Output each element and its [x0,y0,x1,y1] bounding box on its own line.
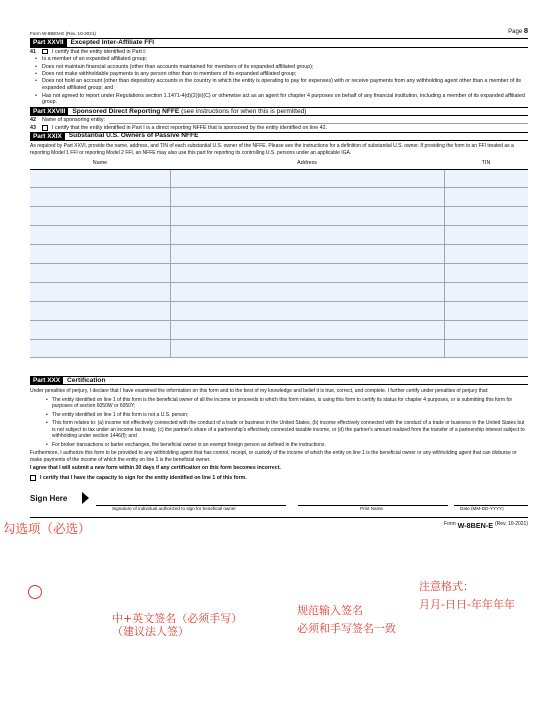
name-cell[interactable] [30,264,170,283]
print-name-annotation: 规范输入签名 必须和手写签名一致 [297,604,396,635]
page-number: Page 8 [508,26,528,35]
part-27-bullet: • Does not make withholdable payments to any person other than to members of its expanded affiliated group; [30,71,528,78]
part-30-title: Certification [67,376,106,384]
certification-bullet: • For broker transactions or barter exchanges, the beneficial owner is an exempt foreign person as defined in the instructions. [30,442,528,449]
part-30-tag: Part XXX [30,376,63,385]
tin-cell[interactable] [444,188,528,207]
page-footer: Form W-8BEN-E (Rev. 10-2021) [443,520,528,530]
address-cell[interactable] [170,169,444,188]
table-header-row [30,159,528,169]
sponsoring-entity-input[interactable] [109,118,528,124]
owners-table [30,159,528,358]
table-row [30,245,528,264]
name-cell[interactable] [30,207,170,226]
part-28-title: Sponsored Direct Reporting NFFE (see instructions for when this is permitted) [72,107,307,115]
part-28-tag: Part XXVIII [30,107,68,116]
signature-row [30,488,528,518]
line-43: 43 I certify that the entity identified in Part I is a direct reporting NFFE that is sponsored by the entity identified on line 42. [30,125,327,132]
part-29-title: Substantial U.S. Owners of Passive NFFE [68,132,199,140]
checkbox-highlight-circle [28,585,42,599]
part-29-tag: Part XXIX [30,132,65,141]
part-27-bullet: • Does not hold an account (other than depository accounts in the country in which the entity is operating to pay for expenses) with or receive payments from any withholding agent other than a member of its expanded affiliated group; and [30,78,528,92]
tin-cell[interactable] [444,320,528,339]
arrow-right-icon [82,492,89,504]
address-cell[interactable] [170,339,444,358]
agree-text: I agree that I will submit a new form within 30 days if any certification on this form becomes incorrect. [30,465,281,472]
line-42: 42 Name of sponsoring entity: [30,117,528,124]
certification-bullet: • This form relates to: (a) income not effectively connected with the conduct of a trade or business in the United States, (b) income effectively connected with the conduct of a trade or business in the United States but is not subject to tax under an income tax treaty, (c) the partner's share of a partnership's effectively connected taxable income, or (d) the partner's amount realized from the transfer of a partnership interest subject to withholding under section 1446(f); and [30,420,528,440]
date-annotation: 注意格式： 月月-日日-年年年年 [419,580,515,611]
part-27-bullet: • Has not agreed to report under Regulations section 1.1471-4(d)(2)(ii)(C) or otherwise act as an agent for chapter 4 purposes on behalf of any financial institution, including a member of its expanded affiliated group. [30,93,528,107]
form-id: Form W-8BEN-E (Rev. 10-2021) [30,30,96,36]
address-cell[interactable] [170,264,444,283]
tin-cell[interactable] [444,339,528,358]
table-row [30,301,528,320]
address-cell[interactable] [170,320,444,339]
part-29-intro: As required by Part XXVI, provide the name, address, and TIN of each substantial U.S. owner of the NFFE. Please see the instructions for a definition of substantial U.S. owner. If providing the form to an FFI treated as a reporting Model 1 FFI or reporting Model 2 FFI, an NFFE may also use this part for reporting its controlling U.S. persons under an applicable IGA. [30,143,514,156]
name-cell[interactable] [30,339,170,358]
tin-cell[interactable] [444,169,528,188]
page-header [30,26,528,39]
column-header: Address [170,159,444,169]
table-row [30,207,528,226]
line-41: 41 I certify that the entity identified in Part I: [30,48,147,55]
capacity-line: I certify that I have the capacity to sign for the entity identified on line 1 of this form. [30,475,528,482]
tin-cell[interactable] [444,207,528,226]
authorize-text: Furthermore, I authorize this form to be provided to any withholding agent that has control, receipt, or custody of the income of which the entity on line 1 is the beneficial owner or any withholding agent that can disburse or make payments of the income of which the entity on line 1 is the beneficial owner. [30,450,517,463]
name-cell[interactable] [30,282,170,301]
column-header: TIN [444,159,528,169]
certification-bullet: • The entity identified on line 1 of this form is the beneficial owner of all the income or proceeds to which this form relates, is using this form to certify its status for chapter 4 purposes, or is submitting this form for purposes of section 6050W or 6050Y; [30,397,528,410]
name-cell[interactable] [30,320,170,339]
name-cell[interactable] [30,169,170,188]
part-29-header [30,132,528,141]
part-27-bullet: • Does not maintain financial accounts (other than accounts maintained for members of its expanded affiliated group); [30,64,528,71]
form-page [30,26,528,530]
table-row [30,282,528,301]
part-30-header [30,376,528,385]
table-row [30,339,528,358]
certification-bullet: • The entity identified on line 1 of this form is not a U.S. person; [30,412,528,419]
address-cell[interactable] [170,301,444,320]
table-row [30,169,528,188]
address-cell[interactable] [170,188,444,207]
certification-intro: Under penalties of perjury, I declare that I have examined the information on this form and to the best of my knowledge and belief it is true, correct, and complete. I further certify under penalties of perjury that: [30,388,489,395]
line-41-checkbox[interactable] [42,49,48,55]
table-row [30,320,528,339]
checkbox-annotation: 勾选项（必选） [3,521,91,536]
part-28-header [30,107,528,116]
table-row [30,188,528,207]
sign-here-label: Sign Here [30,493,68,503]
table-row [30,264,528,283]
tin-cell[interactable] [444,245,528,264]
address-cell[interactable] [170,282,444,301]
address-cell[interactable] [170,207,444,226]
part-27-title: Excepted Inter-Affiliate FFI [70,38,155,46]
tin-cell[interactable] [444,301,528,320]
table-row [30,226,528,245]
name-cell[interactable] [30,301,170,320]
address-cell[interactable] [170,245,444,264]
part-27-header [30,39,528,48]
print-name-caption: Print Name [360,505,383,511]
name-cell[interactable] [30,226,170,245]
signature-annotation: 中+英文签名（必须手写） （建议法人签） [112,612,243,638]
tin-cell[interactable] [444,264,528,283]
address-cell[interactable] [170,226,444,245]
name-cell[interactable] [30,245,170,264]
tin-cell[interactable] [444,226,528,245]
column-header: Name [30,159,170,169]
line-43-checkbox[interactable] [42,125,48,131]
date-caption: Date (MM-DD-YYYY) [460,505,504,511]
footer-form-name: W-8BEN-E [457,520,494,530]
part-27-bullet: • Is a member of an expanded affiliated group; [30,56,528,63]
signature-caption: Signature of individual authorized to sign for beneficial owner [112,505,236,511]
name-cell[interactable] [30,188,170,207]
part-27-tag: Part XXVII [30,38,67,47]
tin-cell[interactable] [444,282,528,301]
capacity-checkbox[interactable] [30,475,36,481]
